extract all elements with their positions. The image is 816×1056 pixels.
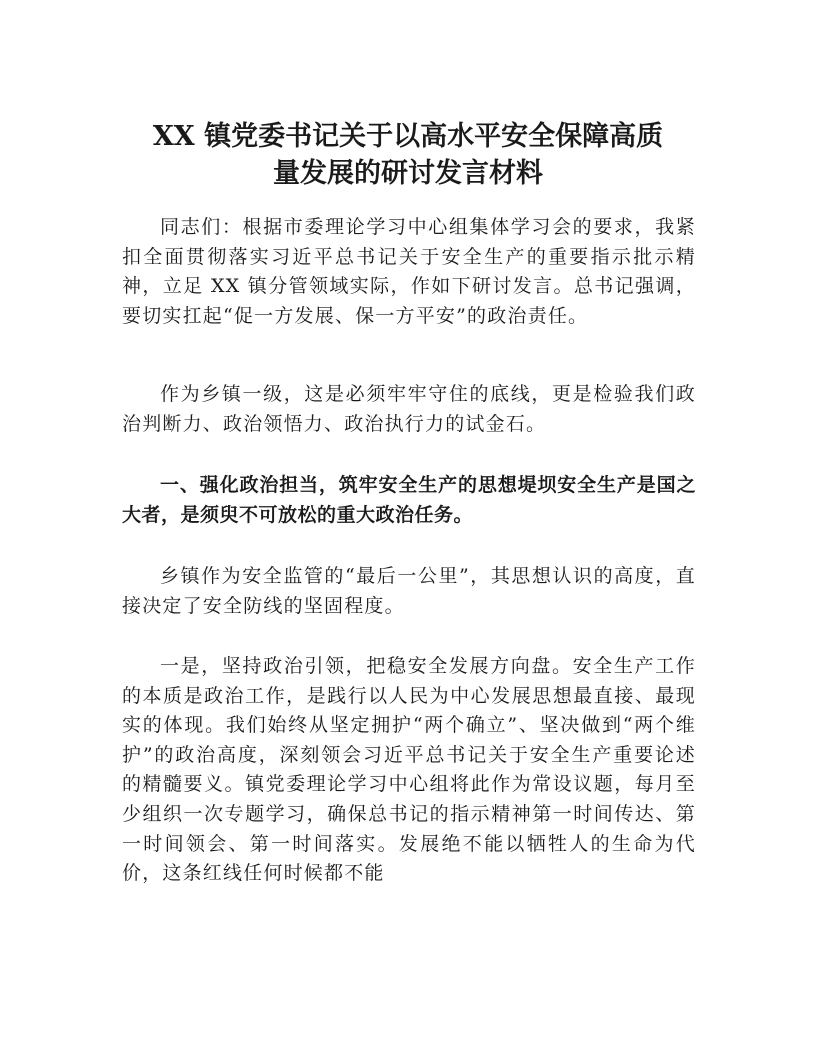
document-title-line-1: XX 镇党委书记关于以高水平安全保障高质 <box>152 121 664 152</box>
paragraph-last-mile: 乡镇作为安全监管的“最后一公里”，其思想认识的高度，直接决定了安全防线的坚固程度。 <box>122 565 696 617</box>
paragraph-point-one: 一是，坚持政治引领，把稳安全发展方向盘。安全生产工作的本质是政治工作，是践行以人民为中心发展思想最直接、最现实的体现。我们始终从坚定拥护“两个确立”、坚决做到“两个维护”的政治高度，深刻领会习近平总书记关于安全生产重要论述的精髓要义。镇党委理论学习中心组将此作为常设议题，每月至少组织一次专题学习，确保总书记的指示精神第一时间传达、第一时间领会、第一时间落实。发展绝不能以牺牲人的生命为代价，这条红线任何时候都不能 <box>122 655 696 885</box>
section-heading-1: 一、强化政治担当，筑牢安全生产的思想堤坝安全生产是国之大者，是须臾不可放松的重大政治任务。 <box>122 474 696 526</box>
document-title-line-2: 量发展的研讨发言材料 <box>273 158 543 189</box>
paragraph-opening: 同志们：根据市委理论学习中心组集体学习会的要求，我紧扣全面贯彻落实习近平总书记关于安全生产的重要指示批示精神，立足 XX 镇分管领域实际，作如下研讨发言。总书记强调，要切实扛起“促一方发展、保一方平安”的政治责任。 <box>122 216 696 327</box>
paragraph-township-role: 作为乡镇一级，这是必须牢牢守住的底线，更是检验我们政治判断力、政治领悟力、政治执行力的试金石。 <box>122 383 696 435</box>
